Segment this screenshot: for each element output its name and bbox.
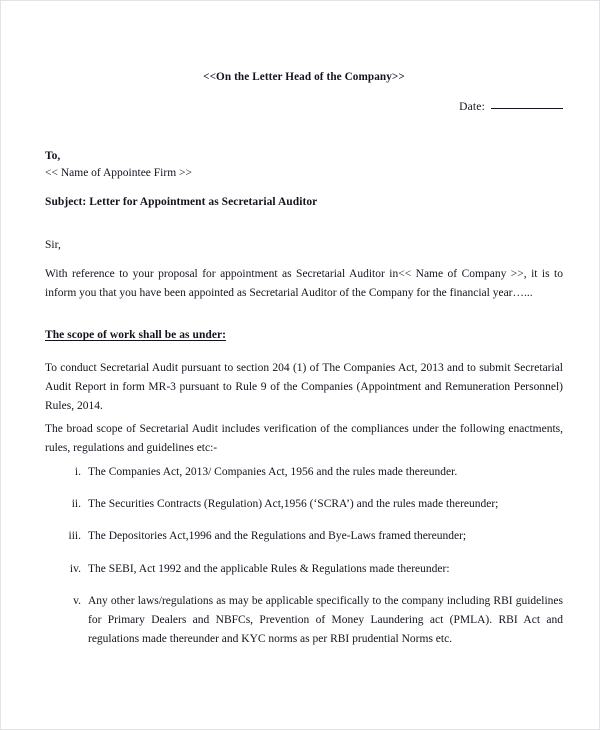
date-label: Date: <box>459 101 485 113</box>
subject-line: Subject: Letter for Appointment as Secretarial Auditor <box>45 196 318 208</box>
list-item-text: The Securities Contracts (Regulation) Act,1956 (‘SCRA’) and the rules made thereunder; <box>88 498 499 511</box>
letterhead-note: <<On the Letter Head of the Company>> <box>203 71 405 83</box>
list-item-marker: ii. <box>71 498 81 511</box>
to-label: To, <box>45 150 61 162</box>
scope-items-list <box>45 463 563 649</box>
date-line <box>45 101 563 113</box>
list-item-text: The Companies Act, 2013/ Companies Act, 1956 and the rules made thereunder. <box>88 466 458 478</box>
list-item-text: Any other laws/regulations as may be applicable specifically to the company including RBI guidelines for Primary Dealers and NBFCs, Prevention of Money Laundering act (PMLA). RBI Act and regulations made thereunder and KYC norms as per RBI prudential Norms etc. <box>88 594 563 646</box>
list-item-marker: i. <box>74 466 81 478</box>
date-blank-field[interactable] <box>491 108 563 109</box>
list-item-marker: iii. <box>68 530 81 543</box>
broad-scope-paragraph: The broad scope of Secretarial Audit includes verification of the compliances under the following enactments, rules, regulations and guidelines etc:- <box>45 423 563 455</box>
addressee-name: << Name of Appointee Firm >> <box>45 167 192 179</box>
list-item-marker: v. <box>73 594 81 607</box>
salutation: Sir, <box>45 239 61 251</box>
conduct-audit-paragraph: To conduct Secretarial Audit pursuant to section 204 (1) of The Companies Act, 2013 and to submit Secretarial Audit Report in form MR-3 pursuant to Rule 9 of the Companies (Appointment and Remuneration Personnel) Rules, 2014. <box>45 362 563 413</box>
scope-of-work-heading: The scope of work shall be as under: <box>45 329 227 341</box>
list-item <box>45 560 563 579</box>
list-item <box>45 592 563 650</box>
list-item-text: The Depositories Act,1996 and the Regulations and Bye-Laws framed thereunder; <box>88 530 467 543</box>
list-item <box>45 527 563 546</box>
list-item <box>45 463 563 482</box>
list-item-marker: iv. <box>69 562 81 575</box>
list-item-text: The SEBI, Act 1992 and the applicable Rules & Regulations made thereunder: <box>88 562 450 575</box>
intro-paragraph: With reference to your proposal for appointment as Secretarial Auditor in<< Name of Company >>, it is to inform you that you have been appointed as Secretarial Auditor of the Company for the financial year…... <box>45 268 563 300</box>
list-item <box>45 495 563 514</box>
